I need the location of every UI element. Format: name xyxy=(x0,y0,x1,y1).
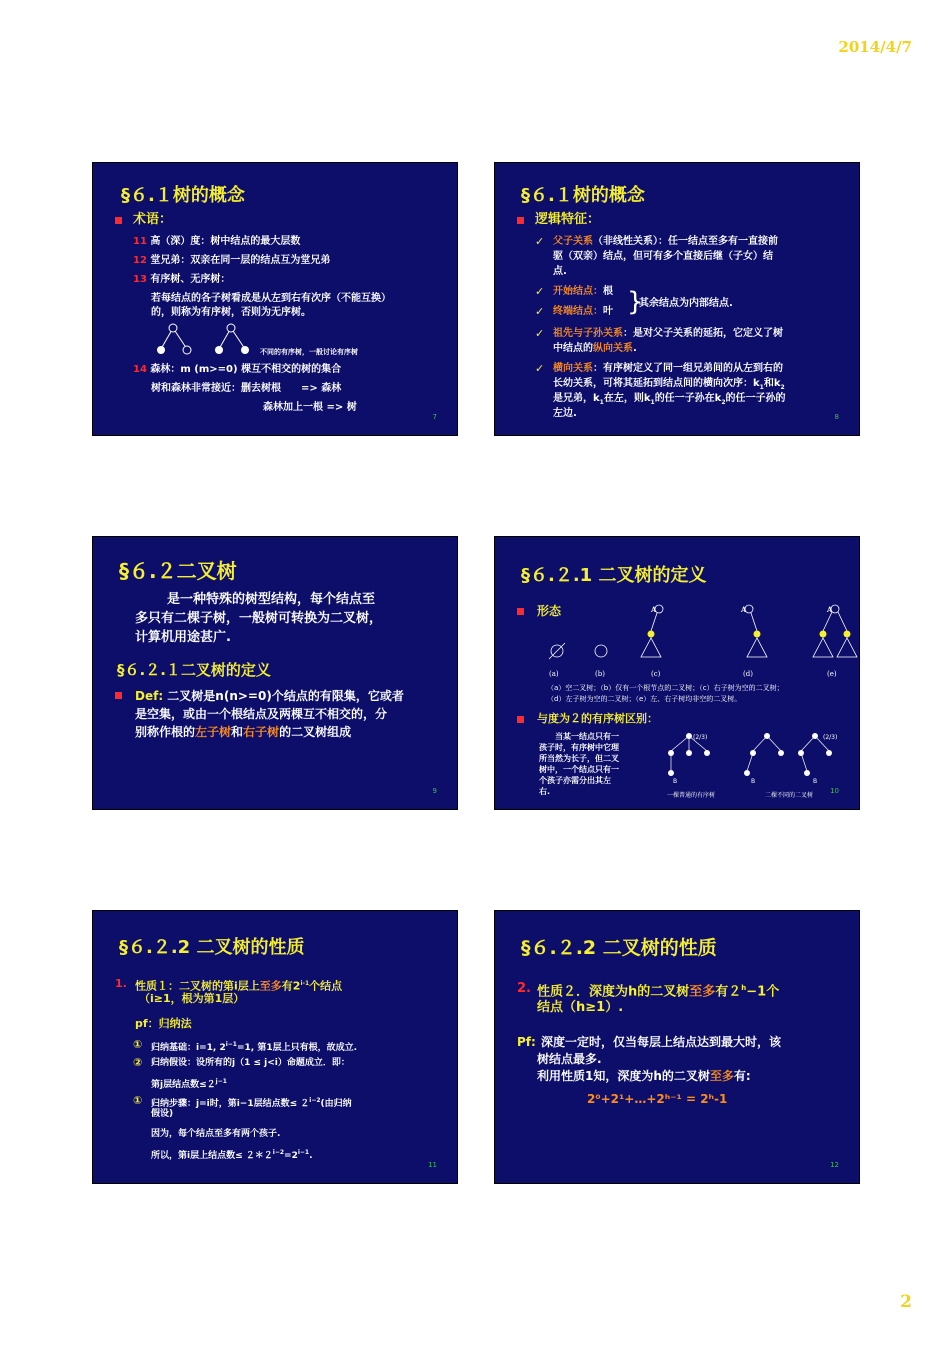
intro-line-1: 是一种特殊的树型结构，每个结点至 xyxy=(167,592,376,607)
degree-desc-2: 孩子时，有序树中它理 xyxy=(539,743,619,752)
term-11: 11 高（深）度：树中结点的最大层数 xyxy=(133,236,301,247)
degree-desc-3: 所当然为长子，但二叉 xyxy=(539,754,619,763)
check-icon: ✓ xyxy=(535,327,545,340)
slide-12 xyxy=(494,910,860,1184)
sum-formula: 2⁰+2¹+…+2ʰ⁻¹ = 2ʰ-1 xyxy=(587,1092,728,1106)
form-label-c: (c) xyxy=(651,670,661,678)
forest-line-2: 森林加上一根 => 树 xyxy=(263,402,357,413)
slide-title: §６.２二叉树 xyxy=(119,559,237,583)
slide-title: §６.２.2 二叉树的性质 xyxy=(521,937,717,959)
bullet-square-icon xyxy=(517,716,524,723)
horizontal-relation-2: 长幼关系，可将其延拓到结点间的横向次序：$k_1$和$k_2$ xyxy=(553,378,785,391)
proof-line-1: 深度一定时，仅当每层上结点达到最大时，该 xyxy=(541,1035,782,1049)
subsection-title: §６.２.１二叉树的定义 xyxy=(117,661,271,679)
ordered-desc-1: 若每结点的各子树看成是从左到右有次序（不能互换） xyxy=(151,293,391,304)
induction-step-1: 归纳步骤：j=i时，第i−1层结点数≤ $2^{i-2}$(由归纳 xyxy=(151,1097,352,1109)
slide-title: §６.１树的概念 xyxy=(521,185,645,206)
ordered-desc-2: 的，则称为有序树，否则为无序树。 xyxy=(151,307,311,318)
slide-10 xyxy=(494,536,860,810)
property-number: 2. xyxy=(517,981,531,996)
induction-hypothesis-1: 归纳假设：设所有的j（1 ≤ j<i）命题成立．即： xyxy=(151,1058,350,1068)
induction-hypothesis-2: 第j层结点数$\le 2^{j-1}$ xyxy=(151,1078,227,1090)
form-label-b: (b) xyxy=(595,670,605,678)
parent-relation-3: 点. xyxy=(553,266,567,277)
definition-3: 别称作根的左子树和右子树的二叉树组成 xyxy=(135,725,352,739)
proof-method: pf：归纳法 xyxy=(135,1017,192,1030)
induction-step-4: 所以，第i层上结点数≤ $2*2^{i-2}=2^{i-1}$. xyxy=(151,1149,313,1161)
slide-number: 12 xyxy=(830,1161,839,1169)
bullet-square-icon xyxy=(115,692,122,699)
horizontal-relation-3: 是兄弟，$k_1$在左，则$k_1$的任一子孙在$k_2$的任一子孙的 xyxy=(553,393,786,406)
proof-line-3: 利用性质1知，深度为h的二叉树至多有: xyxy=(537,1069,751,1083)
induction-step-3: 因为，每个结点至多有两个孩子. xyxy=(151,1129,281,1139)
step-marker: ② xyxy=(133,1056,143,1069)
forms-caption-1: （a）空二叉树；（b）仅有一个根节点的二叉树；（c）右子树为空的二叉树； xyxy=(547,684,784,692)
definition-2: 是空集，或由一个根结点及两棵互不相交的，分 xyxy=(135,707,388,721)
ancestor-relation-2: 中结点的纵向关系. xyxy=(553,343,637,354)
horizontal-relation-4: 左边. xyxy=(553,408,577,419)
slide-number: 8 xyxy=(834,413,839,421)
binary-trees-caption: 二棵不同的二叉树 xyxy=(765,792,814,799)
form-label-a: (a) xyxy=(549,670,559,678)
term-13: 13 有序树、无序树： xyxy=(133,274,231,285)
bullet-square-icon xyxy=(115,217,122,224)
form-label-e: (e) xyxy=(827,670,837,678)
binary-tree-forms-figure xyxy=(535,599,855,679)
check-icon: ✓ xyxy=(535,305,545,318)
slide-number: 9 xyxy=(432,787,437,795)
induction-base: 归纳基础：i=1, $2^{i-1}=1$, 第1层上只有根，故成立. xyxy=(151,1041,358,1053)
tree-tag-2: (2/3) xyxy=(823,734,838,741)
step-marker: ① xyxy=(133,1094,143,1107)
slide-number: 10 xyxy=(830,787,839,795)
degree-desc-6: 右. xyxy=(539,787,551,796)
slide-number: 11 xyxy=(428,1161,437,1169)
induction-step-2: 假设) xyxy=(151,1109,174,1119)
form-label-d: (d) xyxy=(743,670,753,678)
degree-heading: 与度为２的有序树区别： xyxy=(537,712,658,725)
tree-tag-1: (2/3) xyxy=(693,734,708,741)
step-marker: ① xyxy=(133,1038,143,1051)
figure-label: 不同的有序树，一般讨论有序树 xyxy=(260,348,358,356)
parent-relation-1: 父子关系（非线性关系）：任一结点至多有一直接前 xyxy=(553,236,778,247)
rest-nodes: 其余结点为内部结点. xyxy=(639,298,733,309)
proof-label: Pf: xyxy=(517,1035,536,1049)
slide-title: §６.２.2 二叉树的性质 xyxy=(119,937,305,958)
slide-7 xyxy=(92,162,458,436)
parent-relation-2: 驱（双亲）结点，但可有多个直接后继（子女）结 xyxy=(553,251,773,262)
slide-8 xyxy=(494,162,860,436)
page-number: 2 xyxy=(900,1292,912,1312)
bullet-square-icon xyxy=(517,608,524,615)
intro-line-3: 计算机用途甚广. xyxy=(135,630,231,645)
property-2-line-2: 结点（h≥1）. xyxy=(537,1000,624,1015)
node-label-a: A xyxy=(741,605,747,614)
start-node: 开始结点：根 xyxy=(553,286,613,297)
degree-desc-4: 树中，一个结点只有一 xyxy=(539,765,619,774)
bullet-square-icon xyxy=(517,217,524,224)
slide-9 xyxy=(92,536,458,810)
check-icon: ✓ xyxy=(535,362,545,375)
property-2-line-1: 性质２．深度为h的二叉树至多有$2^h-1$个 xyxy=(537,984,780,1000)
section-heading: 逻辑特征： xyxy=(535,212,601,227)
slide-number: 7 xyxy=(432,413,437,421)
forms-caption-2: （d）左子树为空的二叉树；（e）左、右子树均非空的二叉树。 xyxy=(547,695,742,703)
slide-11 xyxy=(92,910,458,1184)
node-label-b: B xyxy=(751,778,756,785)
brace: } xyxy=(627,287,644,317)
header-date: 2014/4/7 xyxy=(838,38,912,56)
term-12: 12 堂兄弟：双亲在同一层的结点互为堂兄弟 xyxy=(133,255,331,266)
check-icon: ✓ xyxy=(535,285,545,298)
node-label-a: A xyxy=(651,605,657,614)
horizontal-relation-1: 横向关系：有序树定义了同一组兄弟间的从左到右的 xyxy=(553,363,783,374)
node-label-a: A xyxy=(827,605,833,614)
check-icon: ✓ xyxy=(535,235,545,248)
ancestor-relation-1: 祖先与子孙关系：是对父子关系的延拓，它定义了树 xyxy=(553,328,783,339)
term-14: 14 森林：m (m>=0) 棵互不相交的树的集合 xyxy=(133,364,342,375)
ordered-trees-figure xyxy=(153,323,263,357)
forms-heading: 形态 xyxy=(537,604,562,618)
section-heading: 术语： xyxy=(133,212,173,227)
forest-line-1: 树和森林非常接近：删去树根 => 森林 xyxy=(151,383,342,394)
proof-line-2: 树结点最多. xyxy=(537,1052,602,1066)
slide-title: §６.２.1 二叉树的定义 xyxy=(521,565,707,586)
node-label-b: B xyxy=(813,778,818,785)
property-number: 1. xyxy=(115,977,127,990)
degree-desc-1: 当某一结点只有一 xyxy=(555,732,619,741)
node-label-b: B xyxy=(673,778,678,785)
degree-desc-5: 个孩子亦需分出其左 xyxy=(539,776,611,785)
property-1-line-2: （i≥1，根为第1层） xyxy=(139,992,245,1005)
ordered-tree-caption: 一棵普通的有序树 xyxy=(667,792,716,799)
property-1-line-1: 性质１：二叉树的第i层上至多有2$^{i-1}$个结点 xyxy=(135,979,343,993)
definition-1: Def: 二叉树是n(n>=0)个结点的有限集，它或者 xyxy=(135,689,404,703)
end-node: 终端结点：叶 xyxy=(553,306,613,317)
intro-line-2: 多只有二棵子树，一般树可转换为二叉树， xyxy=(135,611,383,626)
slide-title: §６.１树的概念 xyxy=(121,185,245,206)
